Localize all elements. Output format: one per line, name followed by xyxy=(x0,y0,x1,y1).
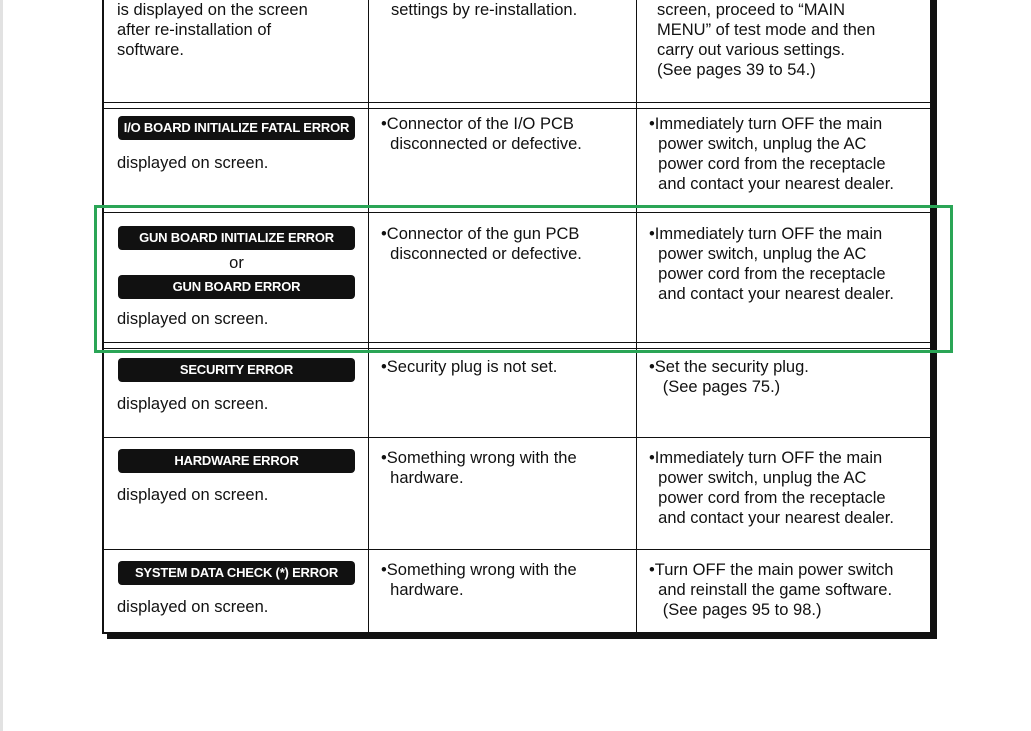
solution-text: •Set the security plug. (See pages 75.) xyxy=(649,358,809,396)
row-divider xyxy=(104,549,930,550)
error-message-badge: SYSTEM DATA CHECK (*) ERROR xyxy=(118,561,355,585)
problem-suffix: displayed on screen. xyxy=(117,395,269,413)
highlight-box xyxy=(94,205,953,353)
error-message-badge-alt: GUN BOARD ERROR xyxy=(118,275,355,299)
cause-text: •Something wrong with the hardware. xyxy=(381,561,577,599)
error-message-badge: I/O BOARD INITIALIZE FATAL ERROR xyxy=(118,116,355,140)
scrollbar-track[interactable] xyxy=(0,0,3,731)
error-message-badge: GUN BOARD INITIALIZE ERROR xyxy=(118,226,355,250)
solution-text: screen, proceed to “MAIN MENU” of test mode and then carry out various settings. (See pages 39 to 54.) xyxy=(657,1,876,79)
row-divider xyxy=(104,102,930,109)
cause-text: settings by re-installation. xyxy=(391,1,578,19)
cause-text: •Connector of the I/O PCB disconnected or defective. xyxy=(381,115,582,153)
row-divider xyxy=(104,437,930,438)
problem-suffix: displayed on screen. xyxy=(117,154,269,172)
error-message-badge: SECURITY ERROR xyxy=(118,358,355,382)
solution-text: •Immediately turn OFF the main power switch, unplug the AC power cord from the receptacle and contact your nearest dealer. xyxy=(649,225,894,303)
problem-text: is displayed on the screen after re-installation of software. xyxy=(117,1,308,59)
solution-text: •Immediately turn OFF the main power switch, unplug the AC power cord from the receptacle and contact your nearest dealer. xyxy=(649,449,894,527)
solution-text: •Immediately turn OFF the main power switch, unplug the AC power cord from the receptacle and contact your nearest dealer. xyxy=(649,115,894,193)
solution-text: •Turn OFF the main power switch and reinstall the game software. (See pages 95 to 98.) xyxy=(649,561,894,619)
problem-suffix: displayed on screen. xyxy=(117,598,269,616)
error-message-badge: HARDWARE ERROR xyxy=(118,449,355,473)
or-separator: or xyxy=(229,254,244,272)
problem-suffix: displayed on screen. xyxy=(117,486,269,504)
cause-text: •Something wrong with the hardware. xyxy=(381,449,577,487)
cause-text: •Connector of the gun PCB disconnected or defective. xyxy=(381,225,582,263)
problem-suffix: displayed on screen. xyxy=(117,310,269,328)
cause-text: •Security plug is not set. xyxy=(381,358,558,376)
